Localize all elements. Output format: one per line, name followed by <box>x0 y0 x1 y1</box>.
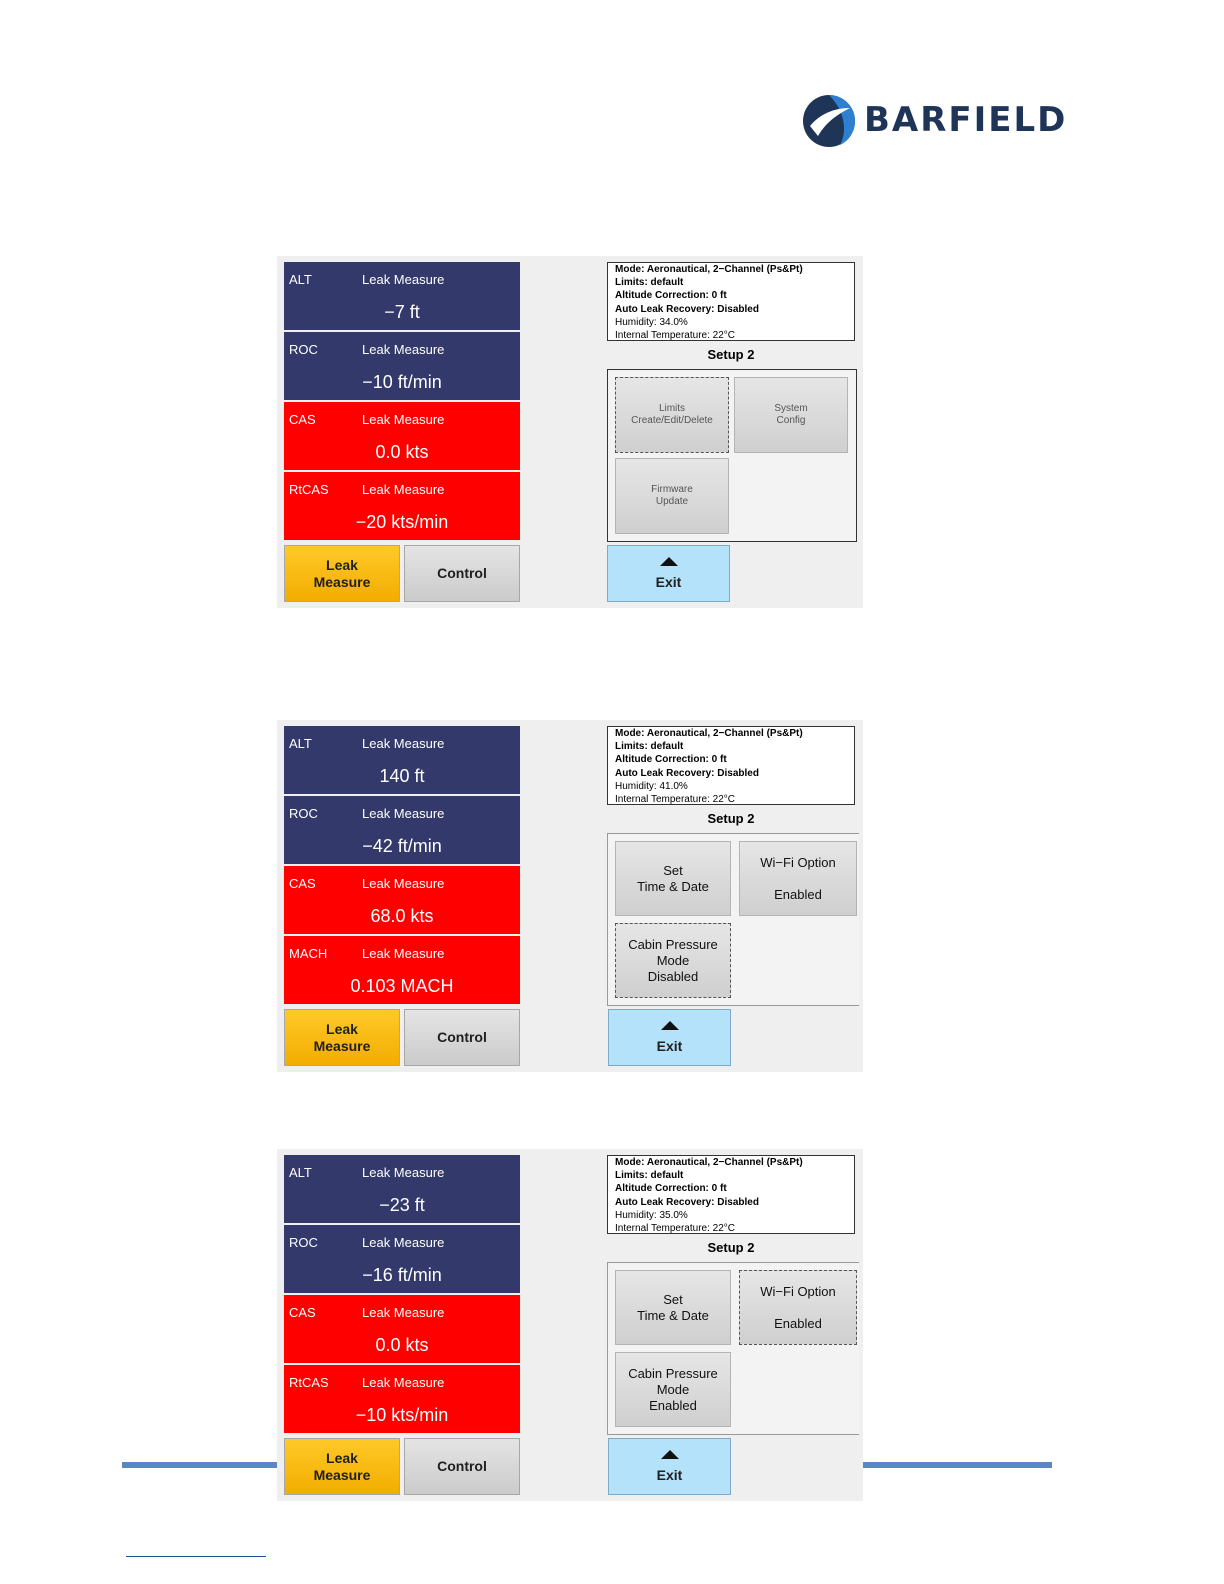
cabin-pressure-mode-button[interactable]: Cabin Pressure Mode Disabled <box>615 923 731 998</box>
control-button[interactable]: Control <box>404 1438 520 1495</box>
tile-label: ROC <box>289 806 318 821</box>
tile-value: −10 ft/min <box>362 372 442 392</box>
exit-label: Exit <box>656 1466 683 1483</box>
tile-mode: Leak Measure <box>362 876 445 891</box>
tile-value: −16 ft/min <box>362 1265 442 1285</box>
info-limits: Limits: default <box>615 741 684 753</box>
brand-name: BARFIELD <box>864 100 1068 140</box>
device-screen-1 <box>277 256 863 608</box>
up-arrow-icon <box>661 1021 679 1030</box>
cabin-pressure-mode-button[interactable]: Cabin Pressure Mode Enabled <box>615 1352 731 1427</box>
exit-button[interactable] <box>607 545 730 602</box>
setup-button-panel <box>607 1262 859 1435</box>
tile-value: 68.0 kts <box>370 906 434 926</box>
info-altitude-correction: Altitude Correction: 0 ft <box>615 290 727 302</box>
tile-label: CAS <box>289 1305 316 1320</box>
tile-label: CAS <box>289 876 316 891</box>
up-arrow-icon <box>660 557 678 566</box>
device-screen-2 <box>277 720 863 1072</box>
exit-label: Exit <box>656 1037 683 1054</box>
tile-alt[interactable] <box>284 262 520 330</box>
tile-cas[interactable] <box>284 402 520 470</box>
wifi-option-button[interactable]: Wi−Fi Option Enabled <box>739 1270 857 1345</box>
tile-value: −20 kts/min <box>355 512 449 532</box>
device-screen-3 <box>277 1149 863 1501</box>
tile-mach[interactable] <box>284 936 520 1004</box>
tile-mode: Leak Measure <box>362 412 445 427</box>
info-auto-leak: Auto Leak Recovery: Disabled <box>615 303 759 315</box>
up-arrow-icon <box>661 1450 679 1459</box>
tile-label: ROC <box>289 1235 318 1250</box>
tile-value: −23 ft <box>379 1195 425 1215</box>
tile-alt[interactable] <box>284 726 520 794</box>
info-temperature: Internal Temperature: 22°C <box>615 794 735 806</box>
footer-rule-right <box>862 1462 1052 1468</box>
wifi-option-button[interactable]: Wi−Fi Option Enabled <box>739 841 857 916</box>
tile-mode: Leak Measure <box>362 1375 445 1390</box>
globe-icon <box>800 92 858 150</box>
limits-create-edit-delete-button[interactable]: Limits Create/Edit/Delete <box>615 377 729 453</box>
tile-roc[interactable] <box>284 1225 520 1293</box>
tile-mode: Leak Measure <box>362 1165 445 1180</box>
tile-roc[interactable] <box>284 796 520 864</box>
leak-measure-button[interactable]: Leak Measure <box>284 1009 400 1066</box>
firmware-update-button[interactable]: Firmware Update <box>615 458 729 534</box>
leak-measure-button[interactable]: Leak Measure <box>284 1438 400 1495</box>
info-temperature: Internal Temperature: 22°C <box>615 330 735 342</box>
tile-label: RtCAS <box>289 1375 329 1390</box>
status-info-panel <box>607 1155 855 1234</box>
tile-mode: Leak Measure <box>362 806 445 821</box>
setup-title: Setup 2 <box>707 1240 755 1255</box>
tile-value: 0.103 MACH <box>350 976 454 996</box>
tile-mode: Leak Measure <box>362 272 445 287</box>
tile-mode: Leak Measure <box>362 946 445 961</box>
exit-button[interactable] <box>608 1438 731 1495</box>
tile-label: ALT <box>289 272 312 287</box>
exit-button[interactable] <box>608 1009 731 1066</box>
info-auto-leak: Auto Leak Recovery: Disabled <box>615 767 759 779</box>
tile-mode: Leak Measure <box>362 1235 445 1250</box>
info-limits: Limits: default <box>615 277 684 289</box>
footer-rule-small <box>126 1556 266 1557</box>
control-button[interactable]: Control <box>404 1009 520 1066</box>
info-mode: Mode: Aeronautical, 2−Channel (Ps&Pt) <box>615 1157 803 1168</box>
info-mode: Mode: Aeronautical, 2−Channel (Ps&Pt) <box>615 264 803 275</box>
tile-value: 0.0 kts <box>375 1335 429 1355</box>
info-altitude-correction: Altitude Correction: 0 ft <box>615 1183 727 1195</box>
status-info-panel <box>607 726 855 805</box>
tile-mode: Leak Measure <box>362 1305 445 1320</box>
setup-title: Setup 2 <box>707 347 755 362</box>
tile-label: MACH <box>289 946 328 961</box>
control-button[interactable]: Control <box>404 545 520 602</box>
tile-label: CAS <box>289 412 316 427</box>
info-altitude-correction: Altitude Correction: 0 ft <box>615 754 727 766</box>
tile-alt[interactable] <box>284 1155 520 1223</box>
tile-value: 140 ft <box>379 766 425 786</box>
system-config-button[interactable]: System Config <box>734 377 848 453</box>
tile-rtcas[interactable] <box>284 1365 520 1433</box>
info-mode: Mode: Aeronautical, 2−Channel (Ps&Pt) <box>615 728 803 739</box>
info-humidity: Humidity: 41.0% <box>615 780 688 792</box>
setup-button-panel <box>607 369 857 542</box>
info-humidity: Humidity: 34.0% <box>615 316 688 328</box>
tile-value: −42 ft/min <box>362 836 442 856</box>
setup-title: Setup 2 <box>707 811 755 826</box>
footer-rule-left <box>122 1462 282 1468</box>
tile-cas[interactable] <box>284 866 520 934</box>
setup-button-panel <box>607 833 859 1006</box>
tile-value: −10 kts/min <box>355 1405 449 1425</box>
tile-label: ALT <box>289 1165 312 1180</box>
leak-measure-button[interactable]: Leak Measure <box>284 545 400 602</box>
tile-mode: Leak Measure <box>362 482 445 497</box>
tile-roc[interactable] <box>284 332 520 400</box>
tile-rtcas[interactable] <box>284 472 520 540</box>
tile-value: −7 ft <box>384 302 420 322</box>
tile-label: ALT <box>289 736 312 751</box>
info-auto-leak: Auto Leak Recovery: Disabled <box>615 1196 759 1208</box>
exit-label: Exit <box>655 573 682 590</box>
info-limits: Limits: default <box>615 1170 684 1182</box>
tile-label: ROC <box>289 342 318 357</box>
barfield-logo <box>800 90 1080 154</box>
info-temperature: Internal Temperature: 22°C <box>615 1223 735 1235</box>
tile-cas[interactable] <box>284 1295 520 1363</box>
tile-value: 0.0 kts <box>375 442 429 462</box>
set-time-date-button[interactable]: Set Time & Date <box>615 1270 731 1345</box>
tile-mode: Leak Measure <box>362 342 445 357</box>
tile-mode: Leak Measure <box>362 736 445 751</box>
set-time-date-button[interactable]: Set Time & Date <box>615 841 731 916</box>
info-humidity: Humidity: 35.0% <box>615 1209 688 1221</box>
tile-label: RtCAS <box>289 482 329 497</box>
status-info-panel <box>607 262 855 341</box>
